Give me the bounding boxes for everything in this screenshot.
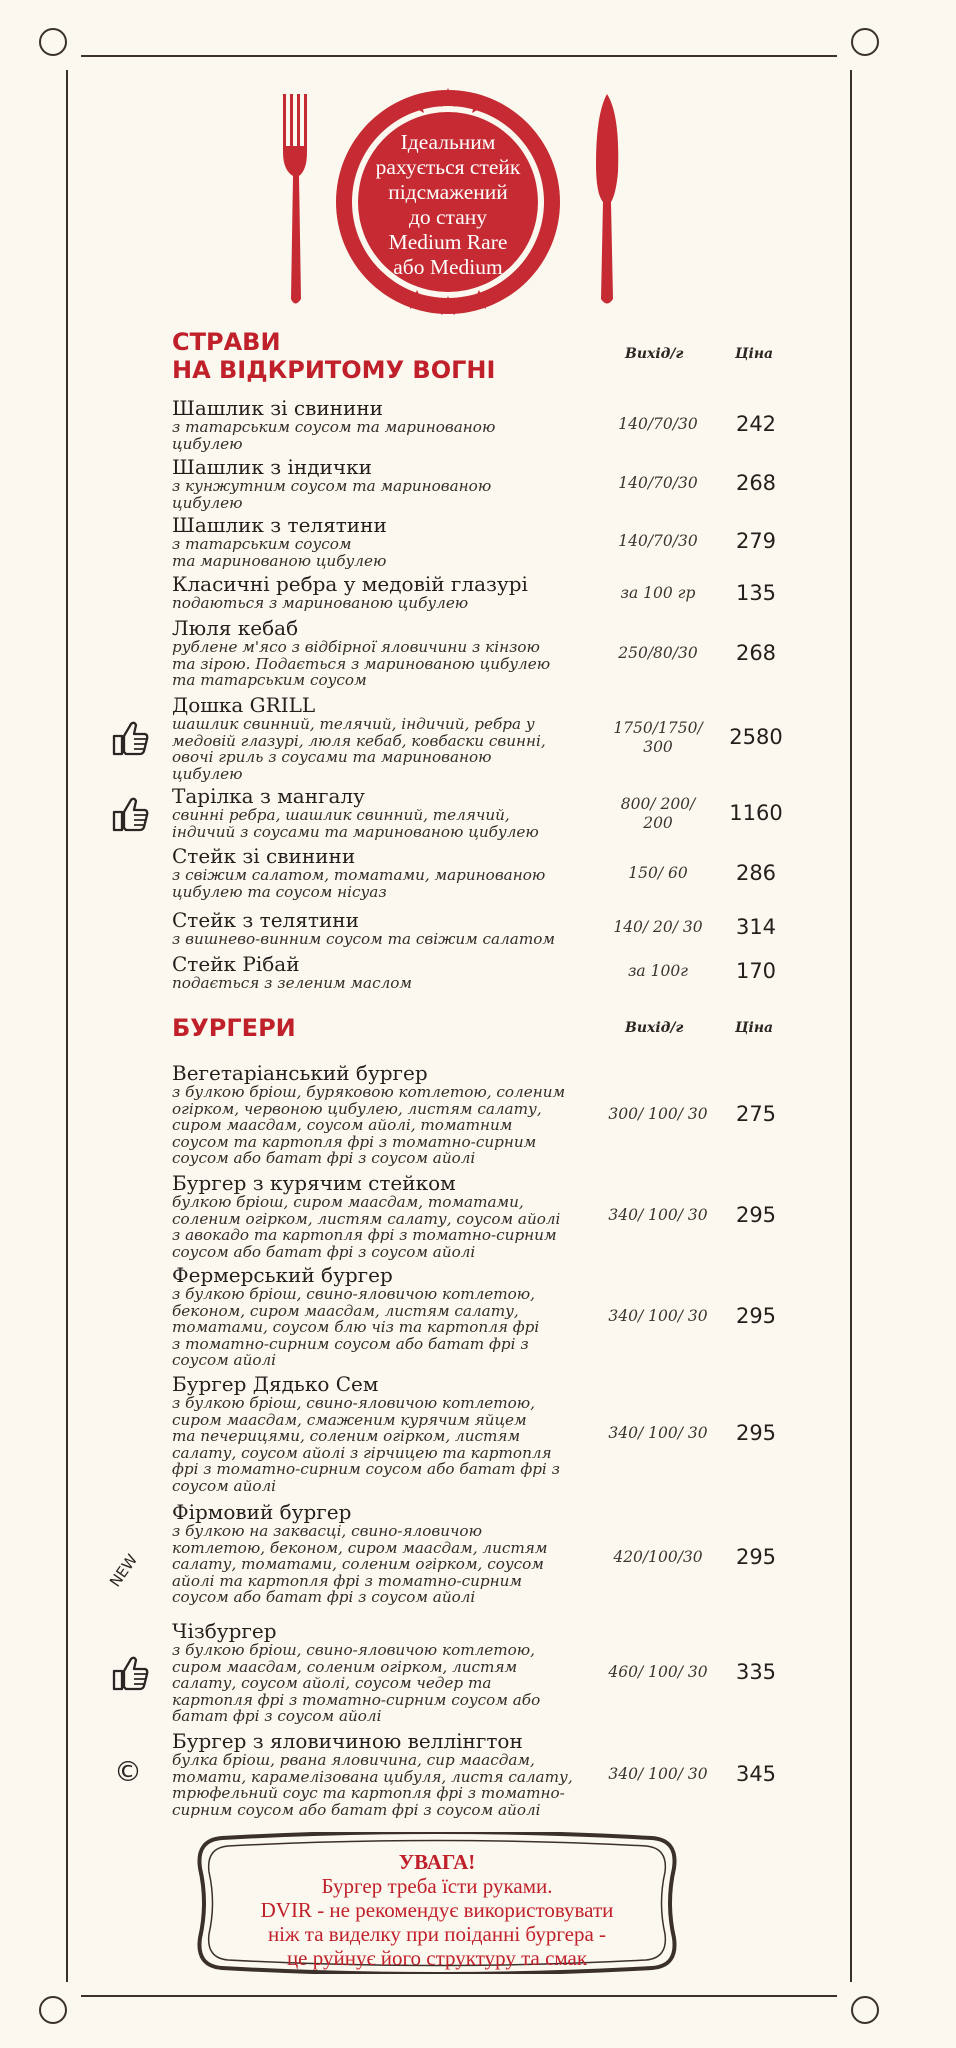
warning-line: це руйнує його структуру та смак	[286, 1946, 588, 1970]
item-description-line: булкою бріош, сиром маасдам, томатами,	[172, 1193, 524, 1211]
menu-item	[172, 617, 592, 689]
item-weight: за 100 гр	[620, 584, 696, 602]
item-name: Стейк зі свинини	[172, 844, 356, 868]
item-weight: 800/ 200/ 200	[620, 795, 696, 832]
item-description-line: з булкою бріош, буряковою котлетою, соленим	[172, 1083, 566, 1101]
item-description-line: цибулею	[172, 764, 243, 783]
item-description-line: батат фрі з соусом айолі	[172, 1707, 382, 1725]
item-name: Бургер з курячим стейком	[172, 1171, 456, 1195]
item-description-line: індичий з соусами та маринованою цибулею	[172, 822, 539, 841]
item-name: Фірмовий бургер	[172, 1500, 352, 1524]
item-description-line: айолі та картопля фрі з томатно-сирним	[172, 1571, 523, 1590]
item-description-line: та татарським соусом	[172, 671, 367, 689]
item-description-line: свинні ребра, шашлик свинний, телячий,	[172, 806, 510, 824]
item-price: 170	[735, 959, 777, 983]
item-weight: 140/ 20/ 30	[613, 918, 703, 936]
column-header-weight: Вихід/г	[625, 346, 684, 362]
item-description	[172, 1084, 592, 1167]
menu-item	[172, 909, 592, 948]
item-description-line: томати, карамелізована цибуля, листя салату,	[172, 1767, 573, 1786]
item-description-line: соусом або батат фрі з соусом айолі	[172, 1588, 476, 1606]
item-description-line: сирним соусом або батат фрі з соусом айолі	[172, 1800, 541, 1819]
column-header-price: Ціна	[735, 346, 774, 362]
section-title-grill	[172, 328, 495, 384]
menu-item	[172, 845, 592, 900]
item-name: Фермерський бургер	[172, 1263, 393, 1287]
item-description-line: з томатно-сирним соусом або батат фрі з	[172, 1334, 529, 1353]
item-description-line: медовій глазурі, люля кебаб, ковбаски свинні,	[172, 731, 546, 750]
item-price: 314	[735, 915, 777, 939]
item-description-line: булка бріош, рвана яловичина, сир маасдам,	[172, 1751, 535, 1769]
warning-line: ніж та виделку при поіданні бургера -	[267, 1922, 607, 1946]
item-description-line: подається з зеленим маслом	[172, 974, 412, 992]
item-description-line: салату, соусом айолі з гірчицею та картопля	[172, 1443, 552, 1462]
badge-line: до стану	[408, 205, 488, 229]
warning-title: УВАГА!	[398, 1850, 476, 1874]
item-weight: за 100г	[627, 962, 689, 980]
item-description-line: подаються з маринованою цибулею	[172, 594, 469, 612]
item-description	[172, 478, 592, 511]
item-name: Чізбургер	[172, 1619, 277, 1643]
item-description	[172, 1194, 592, 1260]
badge-line: Ідеальним	[400, 130, 496, 154]
item-description-line: з авокадо та картопля фрі з томатно-сирним	[172, 1226, 557, 1244]
item-weight: 340/ 100/ 30	[608, 1307, 708, 1325]
item-name: Шашлик зі свинини	[172, 396, 384, 420]
item-weight: 140/70/30	[618, 415, 698, 433]
item-description-line: з татарським соусом	[172, 535, 352, 553]
menu-item	[172, 456, 592, 511]
item-description-line: з кунжутним соусом та маринованою	[172, 477, 492, 495]
menu-item	[172, 573, 592, 612]
section-title-burgers: БУРГЕРИ	[172, 1014, 296, 1042]
item-description	[172, 931, 592, 948]
steak-badge	[320, 74, 576, 330]
item-price: 242	[735, 412, 777, 436]
item-price: 295	[735, 1545, 777, 1569]
item-description-line: з булкою бріош, свино-яловичою котлетою,	[172, 1641, 536, 1659]
item-name: Шашлик з телятини	[172, 513, 387, 537]
menu-item	[172, 1264, 592, 1369]
section-title-line: СТРАВИ	[172, 328, 281, 356]
item-price: 335	[735, 1660, 777, 1684]
menu-item	[172, 1062, 592, 1167]
item-name: Бургер Дядько Сем	[172, 1372, 379, 1396]
item-description-line: соусом або батат фрі з соусом айолі	[172, 1149, 476, 1167]
item-description-line: сиром маасдам, соленим огірком, листям	[172, 1657, 518, 1676]
item-description-line: шашлик свинний, телячий, індичий, ребра у	[172, 715, 535, 733]
item-description	[172, 1642, 592, 1725]
item-description-line: беконом, сиром маасдам, листям салату,	[172, 1301, 519, 1320]
item-name: Тарілка з мангалу	[172, 784, 365, 808]
item-description-line: цибулею	[172, 493, 243, 512]
warning-box	[192, 1832, 682, 1974]
item-description-line: соусом або батат фрі з соусом айолі	[172, 1242, 476, 1261]
item-description-line: фрі з томатно-сирним соусом або батат фрі з	[172, 1460, 560, 1478]
thumbs-up-icon	[110, 794, 150, 834]
menu-item	[172, 1730, 592, 1818]
item-weight: 340/ 100/ 30	[608, 1206, 708, 1224]
thumbs-up-icon	[110, 1653, 150, 1693]
warning-text	[192, 1850, 682, 1970]
item-description	[172, 536, 592, 569]
knife-icon	[592, 94, 622, 306]
item-description-line: салату, томатами, соленим огірком, соусом	[172, 1555, 544, 1573]
item-price: 286	[735, 861, 777, 885]
item-description-line: соусом айолі	[172, 1351, 277, 1369]
item-name: Класичні ребра у медовій глазурі	[172, 572, 528, 596]
menu-item	[172, 1373, 592, 1494]
item-price: 268	[735, 641, 777, 665]
item-description-line: з булкою на заквасці, свино-яловичою	[172, 1522, 482, 1540]
item-description-line: соленим огірком, листям салату, соусом айолі	[172, 1209, 561, 1228]
item-description-line: овочі гриль з соусами та маринованою	[172, 748, 492, 766]
item-price: 345	[735, 1762, 777, 1786]
item-description-line: соусом та картопля фрі з томатно-сирним	[172, 1132, 537, 1151]
column-header-price: Ціна	[735, 1020, 774, 1036]
item-description-line: цибулею	[172, 434, 243, 453]
menu-item	[172, 694, 592, 782]
item-description	[172, 419, 592, 452]
item-description	[172, 595, 592, 612]
thumbs-up-icon	[110, 718, 150, 758]
item-price: 2580	[729, 725, 783, 749]
badge-text	[348, 130, 548, 280]
item-description-line: котлетою, беконом, сиром маасдам, листям	[172, 1538, 548, 1557]
frame-corner	[837, 42, 865, 70]
item-description-line: та маринованою цибулею	[172, 551, 387, 570]
item-price: 1160	[729, 801, 783, 825]
item-name: Шашлик з індички	[172, 455, 372, 479]
menu-item	[172, 1501, 592, 1606]
item-weight: 250/80/30	[618, 644, 698, 662]
item-weight: 340/ 100/ 30	[608, 1424, 708, 1442]
item-name: Стейк з телятини	[172, 908, 359, 932]
fork-icon	[280, 94, 316, 306]
item-name: Дошка GRILL	[172, 693, 316, 717]
item-description-line: огірком, червоною цибулею, листям салату,	[172, 1099, 542, 1118]
item-weight: 460/ 100/ 30	[608, 1663, 708, 1681]
item-description	[172, 1395, 592, 1494]
item-description-line: з булкою бріош, свино-яловичою котлетою,	[172, 1285, 536, 1303]
item-description	[172, 807, 592, 840]
menu-item	[172, 1172, 592, 1260]
item-weight: 420/100/30	[613, 1548, 703, 1566]
item-description-line: рублене м'ясо з відбірної яловичини з кінзою	[172, 638, 540, 656]
warning-line: DVIR - не рекомендує використовувати	[260, 1898, 614, 1922]
frame-corner	[53, 1982, 81, 2010]
badge-line: або Medium	[393, 255, 503, 279]
menu-item	[172, 953, 592, 992]
item-weight: 140/70/30	[618, 474, 698, 492]
item-description-line: сиром маасдам, смаженим курячим яйцем	[172, 1410, 527, 1429]
item-name: Люля кебаб	[172, 616, 299, 640]
item-price: 295	[735, 1421, 777, 1445]
item-description-line: сиром маасдам, соусом айолі, томатним	[172, 1116, 513, 1134]
item-description	[172, 716, 592, 782]
badge-line: рахується стейк	[375, 155, 521, 179]
badge-line: підсмажений	[388, 180, 508, 204]
item-description-line: та зірою. Подається з маринованою цибулею	[172, 654, 551, 673]
item-description-line: з вишнево-винним соусом та свіжим салатом	[172, 930, 555, 948]
item-price: 275	[735, 1102, 777, 1126]
menu-item	[172, 1620, 592, 1725]
item-description-line: соусом айолі	[172, 1476, 277, 1495]
item-description-line: цибулею та соусом нісуаз	[172, 882, 387, 901]
item-price: 279	[735, 529, 777, 553]
item-description-line: з булкою бріош, свино-яловичою котлетою,	[172, 1394, 536, 1412]
item-description-line: та печерицями, соленим огірком, листям	[172, 1427, 521, 1445]
menu-item	[172, 785, 592, 840]
item-description-line: картопля фрі з томатно-сирним соусом або	[172, 1690, 541, 1709]
item-name: Вегетаріанський бургер	[172, 1061, 428, 1085]
item-description	[172, 1752, 592, 1818]
item-weight: 1750/1750/ 300	[613, 719, 703, 756]
menu-item	[172, 397, 592, 452]
item-description	[172, 867, 592, 900]
item-weight: 150/ 60	[628, 864, 688, 882]
item-price: 295	[735, 1203, 777, 1227]
frame-corner	[53, 42, 81, 70]
new-badge: NEW	[106, 1550, 142, 1591]
item-description	[172, 1286, 592, 1369]
frame-corner	[837, 1982, 865, 2010]
item-price: 295	[735, 1304, 777, 1328]
item-price: 268	[735, 471, 777, 495]
item-description	[172, 975, 592, 992]
item-description-line: салату, соусом айолі, соусом чедер та	[172, 1674, 492, 1692]
menu-item	[172, 514, 592, 569]
item-description	[172, 639, 592, 689]
item-description-line: з свіжим салатом, томатами, маринованою	[172, 866, 546, 884]
item-price: 135	[735, 581, 777, 605]
signature-mark: ©	[114, 1755, 142, 1788]
item-description-line: трюфельний соус та картопля фрі з томатно-	[172, 1784, 565, 1802]
item-weight: 300/ 100/ 30	[608, 1105, 708, 1123]
item-name: Бургер з яловичиною веллінгтон	[172, 1729, 523, 1753]
item-name: Стейк Рібай	[172, 952, 300, 976]
badge-line: Medium Rare	[388, 230, 508, 254]
item-weight: 340/ 100/ 30	[608, 1765, 708, 1783]
item-description-line: томатами, соусом блю чіз та картопля фрі	[172, 1318, 540, 1336]
item-description-line: з татарським соусом та маринованою	[172, 418, 496, 436]
item-weight: 140/70/30	[618, 532, 698, 550]
warning-line: Бургер треба їсти руками.	[321, 1874, 553, 1898]
item-description	[172, 1523, 592, 1606]
section-title-line: НА ВІДКРИТОМУ ВОГНІ	[172, 356, 496, 384]
column-header-weight: Вихід/г	[625, 1020, 684, 1036]
